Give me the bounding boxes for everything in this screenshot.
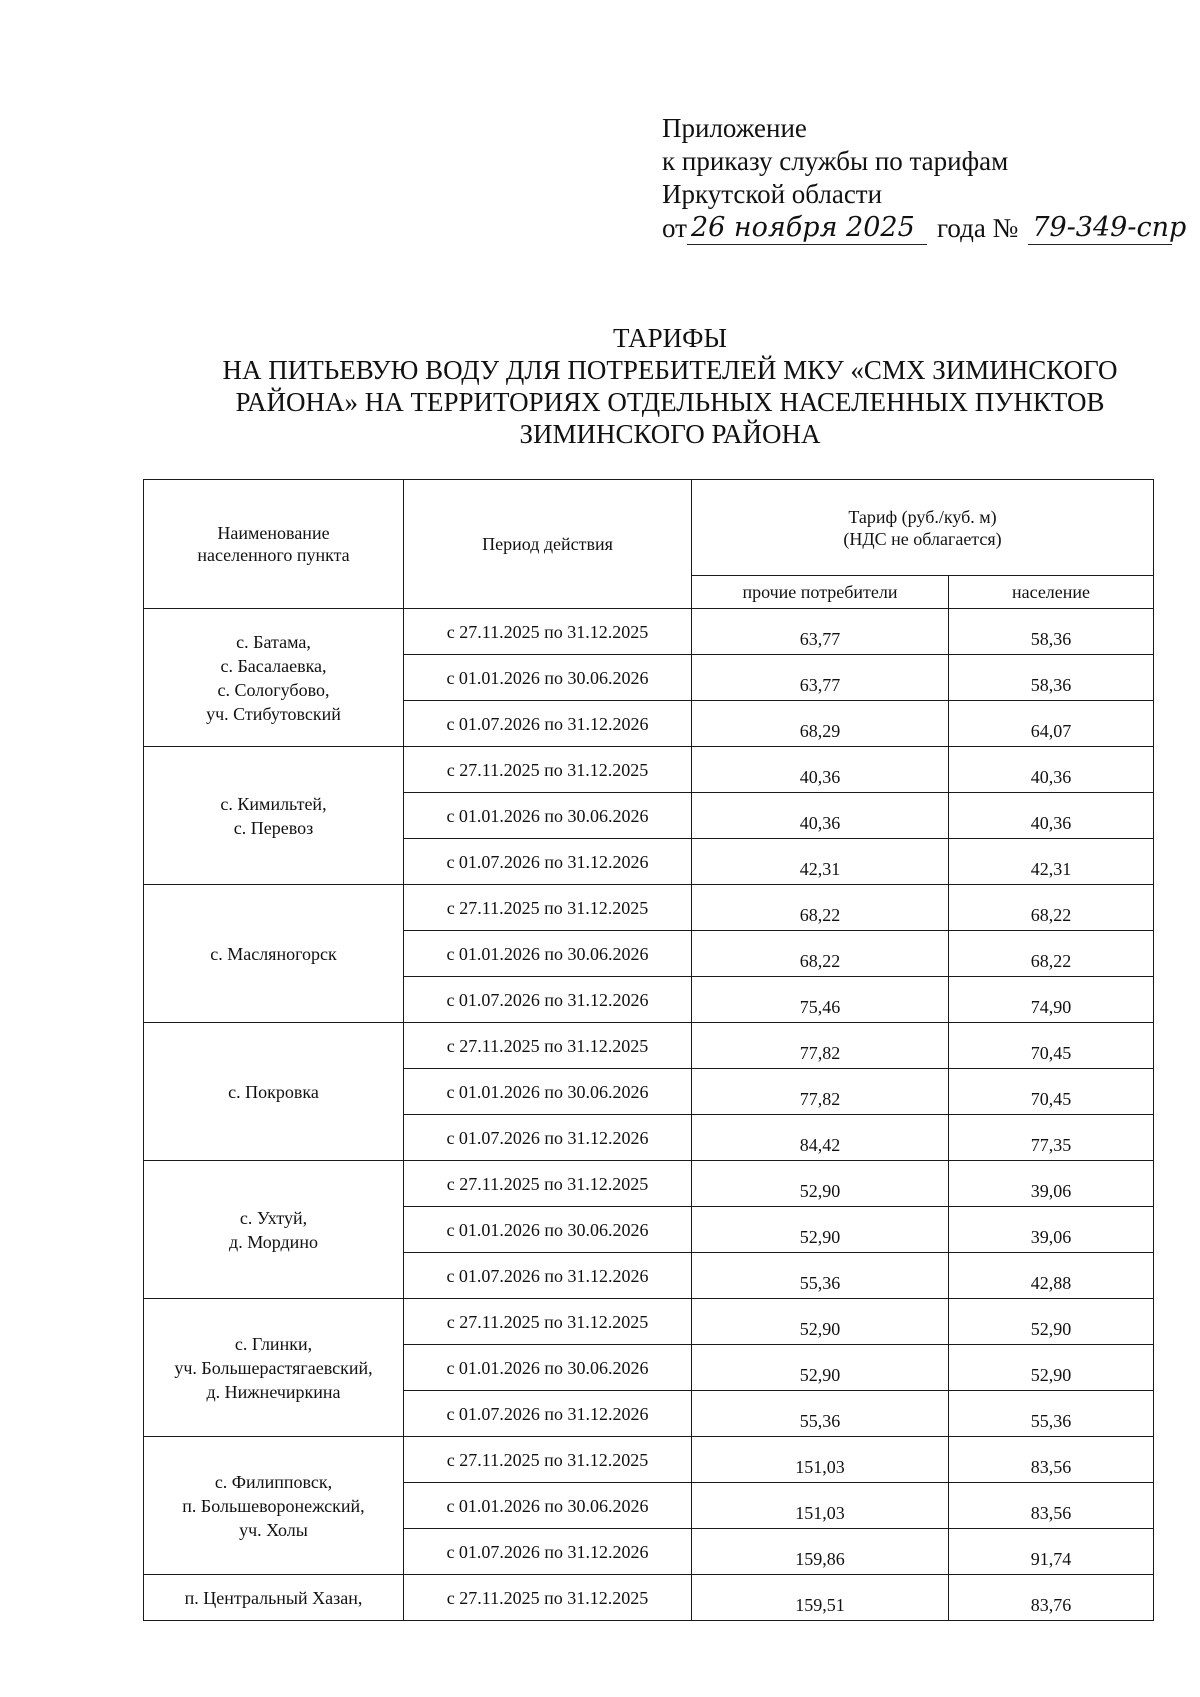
locality-name: уч. Большерастягаевский, <box>174 1357 373 1378</box>
period-cell: с 01.07.2026 по 31.12.2026 <box>404 1115 692 1161</box>
population-tariff-cell: 40,36 <box>949 793 1154 839</box>
period-cell: с 01.07.2026 по 31.12.2026 <box>404 1529 692 1575</box>
tariff-table-body <box>144 609 1154 1621</box>
period-cell: с 27.11.2025 по 31.12.2025 <box>404 885 692 931</box>
population-tariff-cell: 52,90 <box>949 1299 1154 1345</box>
locality-name: с. Сологубово, <box>217 679 330 700</box>
period-cell: с 27.11.2025 по 31.12.2025 <box>404 1437 692 1483</box>
period-cell: с 01.07.2026 по 31.12.2026 <box>404 1253 692 1299</box>
table-row <box>144 1299 1154 1345</box>
other-tariff-cell: 52,90 <box>692 1207 949 1253</box>
locality-name: с. Филипповск, <box>214 1471 333 1492</box>
document-title <box>150 322 1190 450</box>
header-locality: Наименование населенного пункта <box>144 480 404 609</box>
other-tariff-cell: 52,90 <box>692 1299 949 1345</box>
header-population: население <box>949 576 1154 609</box>
annex-order-line <box>662 211 1187 245</box>
tariff-table <box>143 479 1154 1621</box>
population-tariff-cell: 55,36 <box>949 1391 1154 1437</box>
header-other-consumers: прочие потребители <box>692 576 949 609</box>
locality-name: п. Центральный Хазан, <box>184 1587 363 1608</box>
population-tariff-cell: 70,45 <box>949 1023 1154 1069</box>
locality-cell <box>144 1299 404 1437</box>
period-cell: с 27.11.2025 по 31.12.2025 <box>404 1161 692 1207</box>
other-tariff-cell: 55,36 <box>692 1391 949 1437</box>
period-cell: с 27.11.2025 по 31.12.2025 <box>404 747 692 793</box>
header-tariff: Тариф (руб./куб. м) (НДС не облагается) <box>692 480 1154 576</box>
population-tariff-cell: 42,31 <box>949 839 1154 885</box>
annex-from-prefix: от <box>662 213 687 243</box>
other-tariff-cell: 68,29 <box>692 701 949 747</box>
period-cell: с 27.11.2025 по 31.12.2025 <box>404 1575 692 1621</box>
population-tariff-cell: 77,35 <box>949 1115 1154 1161</box>
period-cell: с 01.01.2026 по 30.06.2026 <box>404 931 692 977</box>
locality-name: с. Басалаевка, <box>220 655 327 676</box>
other-tariff-cell: 40,36 <box>692 747 949 793</box>
other-tariff-cell: 159,51 <box>692 1575 949 1621</box>
locality-cell <box>144 885 404 1023</box>
table-row <box>144 747 1154 793</box>
population-tariff-cell: 58,36 <box>949 609 1154 655</box>
other-tariff-cell: 63,77 <box>692 609 949 655</box>
other-tariff-cell: 52,90 <box>692 1345 949 1391</box>
period-cell: с 01.07.2026 по 31.12.2026 <box>404 839 692 885</box>
locality-name: с. Кимильтей, <box>220 793 327 814</box>
period-cell: с 01.01.2026 по 30.06.2026 <box>404 1483 692 1529</box>
handwritten-order-date: 26 ноября 2025 <box>687 211 927 245</box>
annex-block <box>662 112 1187 245</box>
other-tariff-cell: 151,03 <box>692 1483 949 1529</box>
population-tariff-cell: 68,22 <box>949 885 1154 931</box>
other-tariff-cell: 84,42 <box>692 1115 949 1161</box>
other-tariff-cell: 63,77 <box>692 655 949 701</box>
other-tariff-cell: 77,82 <box>692 1023 949 1069</box>
table-row <box>144 1575 1154 1621</box>
other-tariff-cell: 52,90 <box>692 1161 949 1207</box>
population-tariff-cell: 39,06 <box>949 1161 1154 1207</box>
population-tariff-cell: 83,76 <box>949 1575 1154 1621</box>
table-row <box>144 1023 1154 1069</box>
period-cell: с 27.11.2025 по 31.12.2025 <box>404 1023 692 1069</box>
locality-name: с. Масляногорск <box>210 943 337 964</box>
population-tariff-cell: 70,45 <box>949 1069 1154 1115</box>
other-tariff-cell: 77,82 <box>692 1069 949 1115</box>
annex-line-3: Иркутской области <box>662 179 883 209</box>
population-tariff-cell: 52,90 <box>949 1345 1154 1391</box>
period-cell: с 01.01.2026 по 30.06.2026 <box>404 1345 692 1391</box>
period-cell: с 01.01.2026 по 30.06.2026 <box>404 655 692 701</box>
population-tariff-cell: 83,56 <box>949 1483 1154 1529</box>
locality-name: п. Большеворонежский, <box>182 1495 365 1516</box>
period-cell: с 01.07.2026 по 31.12.2026 <box>404 701 692 747</box>
locality-name: с. Ухтуй, <box>239 1207 308 1228</box>
locality-cell <box>144 747 404 885</box>
locality-name: с. Батама, <box>236 631 311 652</box>
population-tariff-cell: 83,56 <box>949 1437 1154 1483</box>
locality-cell <box>144 1023 404 1161</box>
population-tariff-cell: 58,36 <box>949 655 1154 701</box>
other-tariff-cell: 159,86 <box>692 1529 949 1575</box>
locality-name: уч. Холы <box>239 1519 308 1540</box>
period-cell: с 01.01.2026 по 30.06.2026 <box>404 1069 692 1115</box>
locality-cell <box>144 1437 404 1575</box>
period-cell: с 27.11.2025 по 31.12.2025 <box>404 1299 692 1345</box>
table-row <box>144 609 1154 655</box>
period-cell: с 01.01.2026 по 30.06.2026 <box>404 1207 692 1253</box>
table-row <box>144 885 1154 931</box>
period-cell: с 01.01.2026 по 30.06.2026 <box>404 793 692 839</box>
table-row <box>144 1161 1154 1207</box>
title-line-3: РАЙОНА» НА ТЕРРИТОРИЯХ ОТДЕЛЬНЫХ НАСЕЛЕННЫХ ПУНКТОВ <box>235 387 1105 417</box>
locality-name: уч. Стибутовский <box>206 703 341 724</box>
handwritten-order-number: 79-349-спр <box>1028 211 1172 245</box>
population-tariff-cell: 91,74 <box>949 1529 1154 1575</box>
population-tariff-cell: 42,88 <box>949 1253 1154 1299</box>
title-line-2: НА ПИТЬЕВУЮ ВОДУ ДЛЯ ПОТРЕБИТЕЛЕЙ МКУ «СМХ ЗИМИНСКОГО <box>222 355 1118 385</box>
annex-line-2: к приказу службы по тарифам <box>662 146 1009 176</box>
other-tariff-cell: 40,36 <box>692 793 949 839</box>
locality-name: с. Глинки, <box>234 1333 313 1354</box>
header-period: Период действия <box>404 480 692 609</box>
population-tariff-cell: 64,07 <box>949 701 1154 747</box>
period-cell: с 27.11.2025 по 31.12.2025 <box>404 609 692 655</box>
other-tariff-cell: 68,22 <box>692 931 949 977</box>
other-tariff-cell: 42,31 <box>692 839 949 885</box>
population-tariff-cell: 74,90 <box>949 977 1154 1023</box>
locality-name: с. Покровка <box>228 1081 319 1102</box>
other-tariff-cell: 68,22 <box>692 885 949 931</box>
annex-line-1: Приложение <box>662 113 807 143</box>
other-tariff-cell: 75,46 <box>692 977 949 1023</box>
table-row <box>144 1437 1154 1483</box>
other-tariff-cell: 55,36 <box>692 1253 949 1299</box>
population-tariff-cell: 39,06 <box>949 1207 1154 1253</box>
period-cell: с 01.07.2026 по 31.12.2026 <box>404 977 692 1023</box>
title-line-4: ЗИМИНСКОГО РАЙОНА <box>519 419 821 449</box>
locality-name: с. Перевоз <box>233 817 314 838</box>
annex-year-number-label: года № <box>936 213 1019 243</box>
locality-cell <box>144 1161 404 1299</box>
other-tariff-cell: 151,03 <box>692 1437 949 1483</box>
title-line-1: ТАРИФЫ <box>612 323 728 353</box>
locality-name: д. Мордино <box>229 1231 318 1252</box>
locality-cell <box>144 1575 404 1621</box>
population-tariff-cell: 40,36 <box>949 747 1154 793</box>
locality-name: д. Нижнечиркина <box>206 1381 341 1402</box>
period-cell: с 01.07.2026 по 31.12.2026 <box>404 1391 692 1437</box>
population-tariff-cell: 68,22 <box>949 931 1154 977</box>
locality-cell <box>144 609 404 747</box>
